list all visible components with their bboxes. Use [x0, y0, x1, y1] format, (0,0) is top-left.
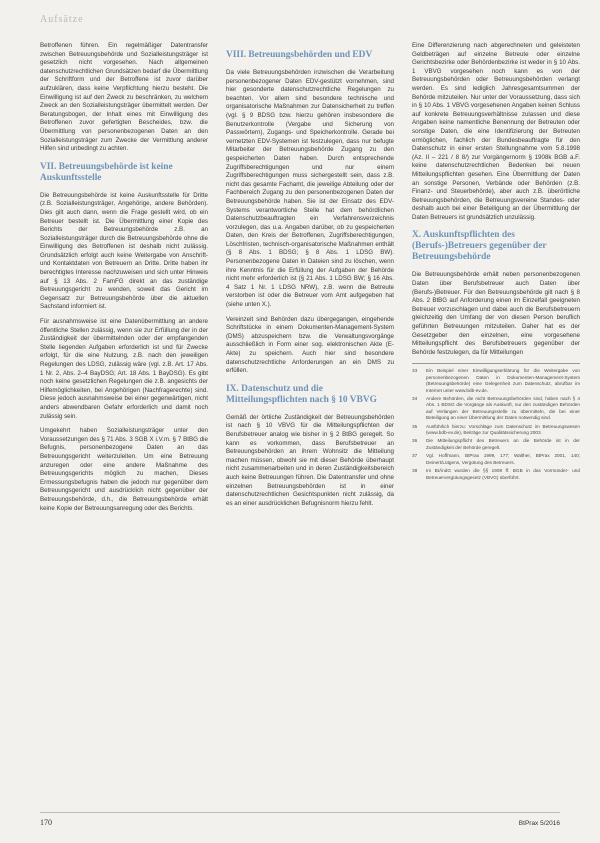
footnote-number: 33: [412, 368, 418, 374]
footnote-number: 36: [412, 438, 418, 444]
journal-issue: BtPrax 5/2016: [518, 820, 560, 827]
paragraph: Eine Differenzierung nach abgerechneten und geleisteten Geldbeträgen auf einzelne Betreute oder einzelne Gerichtsbezirke oder Behördenbezirke ist weder in § 10 Abs. 1 VBVG vorgesehen noch kann es von der Betreuungsbehörden oder Betreuungsbehörden verlangt werden. Es sind lediglich Jahresgesamtsummen der Behörde mitzuteilen. Nur unter der Voraussetzung, dass sich in § 10 Abs. 1 VBVG vorgesehenen Angaben keinen Schluss auf konkrete Betreuungsverhältnisse zulassen und diese Angaben keine namentliche Benennung der Betreuten oder sonstige Daten, die eine Identifizierung der Betreuten ermöglichen, fachlich der Bundesbeauftragte für den Datenschutz in einer ersten Stellungnahme vom 5.8.1998 (Az. II – 221 / 8 8/) zur Vorgängernorm § 1908k BGB a.F. keine datenschutzrechtlichen Bedenken bei neuen Mitteilungspflichten gesehen. Eine Übermittlung der Daten an sonstige Personen, Verbände oder Behörden (z.B. Finanz- und Steuerbehörde), aber auch z.B. überörtliche Betreuungsbehörden, die Betreuungsvereine Standes- oder deshalb auch bei einer Beteiligung an der Übermittlung der Daten Betreuers ist grundsätzlich unzulässig.: [412, 42, 580, 221]
column-left: [40, 42, 208, 519]
section-heading: VII. Betreuungsbehörde ist keine Auskunftsstelle: [40, 161, 173, 183]
paragraph: Die Betreuungsbehörde ist keine Auskunftsstelle für Dritte (z.B. Sozialleistungsträger, Angehörige, andere Behörden). Dies gilt auch dann, wenn die Frage gestellt wird, ob ein Betreuer bestellt ist. Die Übermittlung einer Kopie des Berichts der Betreuungsbehörde z.B. an Sozialleistungsträger durch die Betreuungsbehörde ohne die Einwilligung des Betroffenen ist deshalb nicht zulässig. Grundsätzlich erfolgt auch keine Weitergabe von Anschrift- und Kontaktdaten von Betreuern an Dritte. Dritte haben ihr berechtigtes Interesse nachzuweisen und sich unter Hinweis auf § 13 Abs. 2 FamFG direkt an das zuständige Betreuungsgericht zu wenden, soweit das Gericht im Gegensatz zur Betreuungsbehörde über die aktuellen Sachstand informiert ist.: [40, 191, 208, 311]
paragraph: Betroffenen führen. Ein regelmäßiger Datentransfer zwischen Betreuungsbehörde und Sozialleistungsträger ist gesetzlich nicht vorgesehen. Nach allgemeinen datenschutzrechtlichen Grundsätzen bedarf die Übermittlung der Schriftform und der Betroffene ist zuvor darüber aufzuklären, dass keine Verpflichtung hierzu besteht. Die Einwilligung ist auf den Zweck zu beschränken, zu welchem Zweck an den Sozialleistungsträger übermittelt werden. Der Beratungsbogen, der Inhalt eines mit Einwilligung des Betroffenen zuvor gefertigten Bescheides, bzw. die Übermittlung von personenbezogenen Daten an den Sozialleistungsträger zum Zwecke der Vermittlung anderer Hilfen sind unbedingt zu achten.: [40, 42, 208, 153]
footnote-text: Andere Behörden, die nicht Betreuungsbehörden sind, haben nach § 4 Abs. 1 BDSG die Vorgänge als Auskunft, nur den zuständigen Behörden auf Verlangen der Betreuungsstelle zu übermitteln, die bei einer Beteiligung an einer Übermittlung der Daten notwendig sind.: [426, 396, 580, 421]
section-heading: X. Auskunftspflichten des (Berufs-)Betreuers gegenüber der Betreuungsbehörde: [412, 230, 547, 263]
footnote-text: Die Mitteilungspflicht des Betreuers an die Behörde ist in der Zuständigkeit der Behörde geregelt.: [426, 438, 580, 450]
footnote: [412, 453, 580, 466]
footnote-text: Vgl. Hoffmann, BtPrax 1999, 177; Walther, BtPrax 2001, 140; Deinert/Lütgens, Vergütung des Betreuers.: [426, 453, 580, 465]
running-head: Aufsätze: [40, 14, 84, 25]
column-right: [412, 42, 580, 483]
footnote-text: Ausführlich hierzu: Vorschläge zum Datenschutz im Betreuungswesen (www.bdb-ev.de), Beiträge zur Qualitätssicherung 2003.: [426, 423, 580, 436]
paragraph: Umgekehrt haben Sozialleistungsträger unter den Voraussetzungen des § 71 Abs. 3 SGB X i.V.m. § 7 BtBG die Befugnis, personenbezogene Daten an das Betreuungsgericht weiterzuleiten. Um eine Betreuung anzuregen oder eine andere Maßnahme des Betreuungsgerichts möglich zu machen, Dieses Ermessungsbefugnis haben die jedoch nur gegenüber dem Betreuungsgericht und ausdrücklich nicht gegenüber der Betreuungsbehörde, d.h., die Betreuungsbehörde erhält keine Kopie der Betreuungsanregung oder des Berichts.: [40, 427, 208, 512]
footnotes: [412, 363, 580, 481]
paragraph: Gemäß der örtliche Zuständigkeit der Betreuungsbehörden ist nach § 10 VBVG für die Mitteilungspflichten der Berufsbetreuer analog wie bisher in § 2 BtBG geregelt. So kann es vorkommen, dass Berufsbetreuer an Betreuungsbehörden an ihrem Wohnsitz die Mitteilung machen müssen, obwohl sie mit dieser Behörde überhaupt nicht zusammenarbeiten und in deren Zuständigkeitsbereich auch keine Betreuungen führen. Die Datentransfer und ohne einzelnen Betreuungsbehörden ist in einer datenschutzrechtlichen Gesichtspunkten nicht zulässig, da es an einer ausdrücklichen Befugnisnorm hierzu fehlt.: [226, 413, 394, 507]
footnote-text: Ein Beispiel einer Einwilligungserklärung für die Weitergabe von personenbezogenen Daten in Dokumenten-Management-System (Betreuungsbehörde) eine Gelegenheit zum Datenschutz, abrufbar im Internet unter www.bdb-ev.de.: [426, 368, 580, 393]
paragraph: Für ausnahmsweise ist eine Datenübermittlung an andere öffentliche Stellen zulässig, wenn sie zur Erfüllung der in der Zuständigkeit der übermittelnden oder der empfangenden Stelle liegenden Aufgaben erforderlich ist und für Zwecke erfolgt, für die eine Nutzung, z.B. nach den jeweiligen Regelungen des LDSG, zulässig wäre (vgl. z.B. Art. 17 Abs. 1 Nr. 2, Abs. 2–4 BayDSG; Art. 18 Abs. 1 BayDSG). Es gibt noch keine gesetzlichen Regelungen die z.B. angesichts der Hilfemöglichkeiten, bei Angehörigen (Nachfragerechte) sind. Diese jedoch ausnahmsweise bei einer gegenwärtigen, nicht anders abwendbaren Gefahr erforderlich und damit noch zulässig sein.: [40, 318, 208, 420]
footnote-number: 34: [412, 396, 418, 402]
column-middle: [226, 42, 394, 514]
footnote-text: Im BtÄndG wurden die §§ 1908 ff. BGB in das Vormünder- und Betreuervergütungsgesetz (VBVG) überführt.: [426, 468, 580, 480]
footnote: [412, 396, 580, 422]
footnote-number: 37: [412, 453, 418, 459]
section-heading: VIII. Betreuungsbehörden und EDV: [226, 50, 373, 60]
section-heading: IX. Datenschutz und die Mitteilungspflichten nach § 10 VBVG: [226, 383, 377, 405]
paragraph: Die Betreuungsbehörde erhält neben personenbezogenen Daten über Berufsbetreuer auch Daten über (Berufs-)Betreuer. Für den Betreuungsbehörde gilt nach § 8 Abs. 2 BtBG auf Anforderung einen im Einzelfall geeigneten Betreuer vorzuschlagen und dabei auch die Berufsbetreuern gleichzeitig den Umfang der von diesen Person beruflich geführten Betreuungen mitzuteilen. Daher hat es der Gesetzgeber den einzelnen, eine vorgesehene Mitteilungspflicht des Berufsbetreuers gegenüber der Behörde festzulegen, da für Mitteilungen: [412, 271, 580, 356]
paragraph: Da viele Betreuungsbehörden inzwischen die Verarbeitung personenbezogener Daten EDV-gestützt vornehmen, sind hier gesonderte datenschutzrechtliche Regelungen zu beachten. Vor allem sind besondere technische und organisatorische Maßnahmen zur Datensicherheit zu treffen (vgl. § 9 BDSG bzw. hierzu gehören insbesondere die Benutzerkontrolle (Vergabe und Sicherung von Passwörtern), Zugangs- und Speicherkontrolle. Gerade bei vernetzten EDV-Systemen ist festzulegen, dass nur befugte Mitarbeiter der Betreuungsbehörde Zugang zu den gespeicherten Daten haben. Durch entsprechende Zugriffsberechtigungen und nur einem Zugriffsberechtigungen muss sichergestellt sein, dass z.B. nicht das gesamte Fachamt, die jeweilige Abteilung oder der Fachbereich Zugang zu den personenbezogenen Daten der Betreuungsbehörde haben. Sie ist der Einsatz des EDV-Systems verantwortliche Stelle hat dem behördlichen Datenschutzbeauftragten ein Verfahrensverzeichnis vorzulegen, das u.a. Angaben darüber, ob zu gespeicherten Daten, den Kreis der Betroffenen, Zugriffsberechtigungen, Löschfristen, technisch-organisatorische Maßnahmen enthält (§ 8 Abs. 1 BDSG; § 8 Abs. 1 LDSG BW). Personenbezogene Daten in Dateien sind zu löschen, wenn ihre Kenntnis für die Erfüllung der Aufgaben der Behörde nicht mehr erforderlich ist (§ 21 Abs. 1 LDSG BW; § 16 Abs. 4 Satz 1 Nr. 1 LDSG NRW), z.B. wenn die Betreute verstorben ist oder die Betreuer vom Amt aufgegeben hat (siehe unten X.).: [226, 69, 394, 309]
footnote: [412, 468, 580, 481]
page-number: 170: [40, 818, 52, 827]
footnote-number: 35: [412, 423, 418, 429]
paragraph: Vereinzelt sind Behörden dazu übergegangen, eingehende Schriftstücke in einem Dokumenten-Management-System (DMS) abzuspeichern bzw. die Verwaltungsvorgänge ausschließlich in Form einer sog. elektronischen Akte (E-Akte) zu speichern. Auch hier sind besondere datenschutzrechtliche Anforderungen an ein DMS zu erfüllen.: [226, 315, 394, 375]
footnote: [412, 368, 580, 394]
footer-rule: [40, 812, 560, 813]
footnote-number: 38: [412, 468, 418, 474]
footnote: [412, 438, 580, 451]
footnote: [412, 424, 580, 437]
